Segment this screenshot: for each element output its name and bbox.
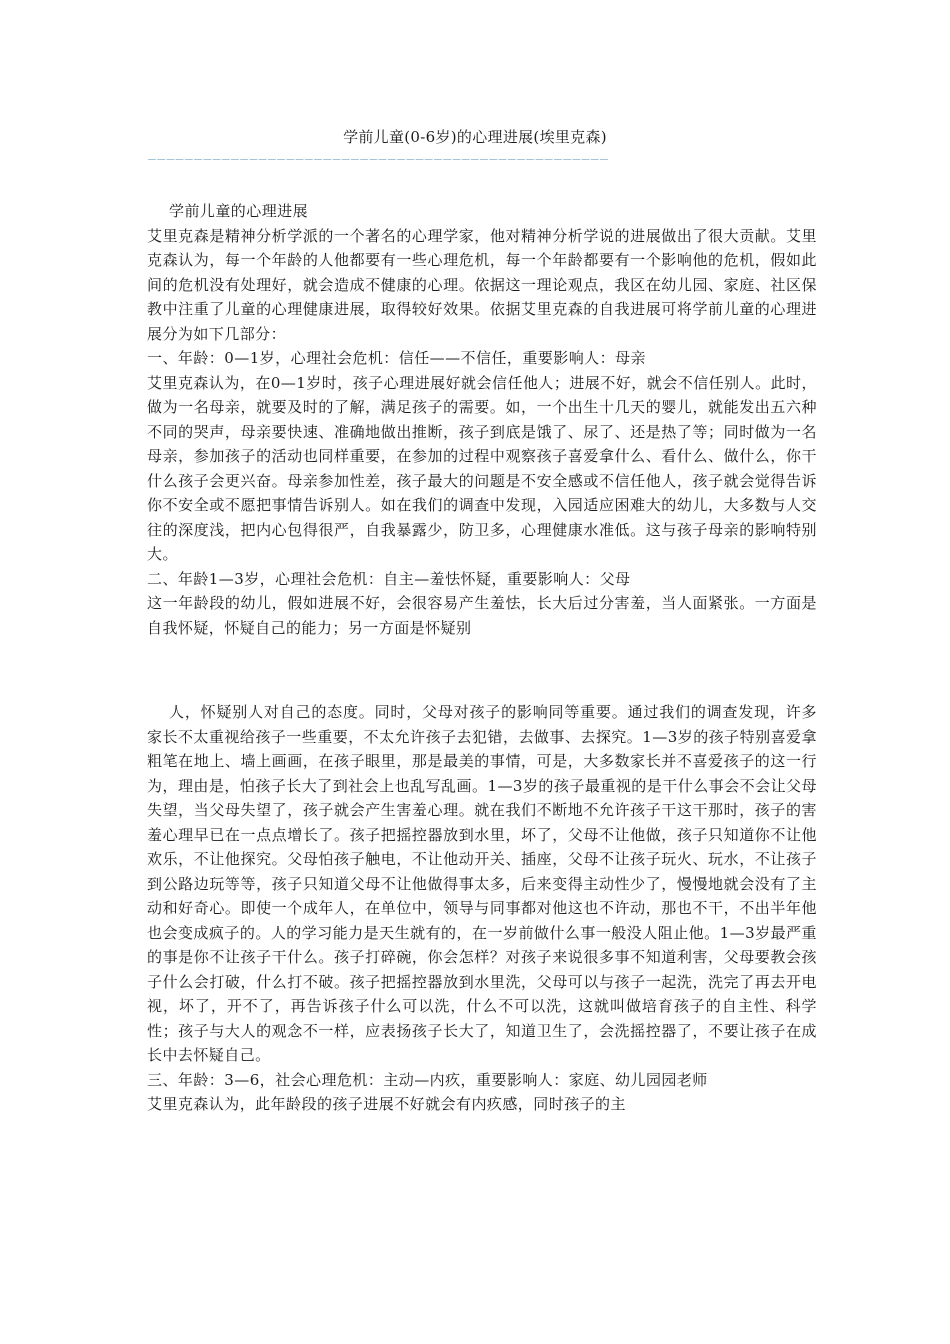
title-divider: ——————————————————————————————————————————————————	[148, 152, 610, 167]
continuation-paragraph: 人，怀疑别人对自己的态度。同时，父母对孩子的影响同等重要。通过我们的调查发现，许多家长不太重视给孩子一些重要，不太允许孩子去犯错，去做事、去探究。1—3岁的孩子特别喜爱拿粗笔在地上、墙上画画，在孩子眼里，那是最美的事情，可是，大多数家长并不喜爱孩子的这一行为，理由是，怕孩子长大了到社会上也乱写乱画。1—3岁的孩子最重视的是干什么事会不会让父母失望，当父母失望了，孩子就会产生害羞心理。就在我们不断地不允许孩子干这干那时，孩子的害羞心理早已在一点点增长了。孩子把摇控器放到水里，坏了，父母不让他做，孩子只知道你不让他欢乐，不让他探究。父母怕孩子触电，不让他动开关、插座，父母不让孩子玩火、玩水，不让孩子到公路边玩等等，孩子只知道父母不让他做得事太多，后来变得主动性少了，慢慢地就会没有了主动和好奇心。即使一个成年人，在单位中，领导与同事都对他这也不许动，那也不干，不出半年他也会变成疯子的。人的学习能力是天生就有的，在一岁前做什么事一般没人阻止他。1—3岁最严重的事是你不让孩子干什么。孩子打碎碗，你会怎样？对孩子来说很多事不知道利害，父母要教会孩子什么会打破，什么打不破。孩子把摇控器放到水里洗，父母可以与孩子一起洗，洗完了再去开电视，坏了，开不了，再告诉孩子什么可以洗，什么不可以洗，这就叫做培育孩子的自主性、科学性；孩子与大人的观念不一样，应表扬孩子长大了，知道卫生了，会洗摇控器了，不要让孩子在成长中去怀疑自己。	[147, 703, 817, 1064]
section-one-heading: 一、年龄：0—1岁，心理社会危机：信任——不信任，重要影响人：母亲	[147, 349, 646, 367]
page-two-body	[147, 700, 817, 1117]
section-two-heading: 二、年龄1—3岁，心理社会危机：自主—羞怯怀疑，重要影响人：父母	[147, 569, 631, 588]
intro-paragraph: 艾里克森是精神分析学派的一个著名的心理学家，他对精神分析学说的进展做出了很大贡献。艾里克森认为，每一个年龄的人他都要有一些心理危机，每一个年龄都要有一个影响他的危机，假如此间的危机没有处理好，就会造成不健康的心理。依据这一理论观点，我区在幼儿园、家庭、社区保教中注重了儿童的心理健康进展，取得较好效果。依据艾里克森的自我进展可将学前儿童的心理进展分为如下几部分：	[147, 226, 817, 343]
section-three-heading: 三、年龄：3—6，社会心理危机：主动—内疚，重要影响人：家庭、幼儿园园老师	[147, 1070, 708, 1089]
section-subtitle: 学前儿童的心理进展	[169, 202, 309, 220]
section-one-paragraph: 艾里克森认为，在0—1岁时，孩子心理进展好就会信任他人；进展不好，就会不信任别人。此时，做为一名母亲，就要及时的了解，满足孩子的需要。如，一个出生十几天的婴儿，就能发出五六种不同的哭声，母亲要快速、准确地做出推断，孩子到底是饿了、尿了、还是热了等；同时做为一名母亲，参加孩子的活动也同样重要，在参加的过程中观察孩子喜爱拿什么、看什么、做什么，你干什么孩子会更兴奋。母亲参加性差，孩子最大的问题是不安全感或不信任他人，孩子就会觉得告诉你不安全或不愿把事情告诉别人。如在我们的调查中发现，入园适应困难大的幼儿，大多数与人交往的深度浅，把内心包得很严，自我暴露少，防卫多，心理健康水准低。这与孩子母亲的影响特别大。	[147, 373, 817, 563]
section-two-paragraph: 这一年龄段的幼儿，假如进展不好，会很容易产生羞怯，长大后过分害羞，当人面紧张。一方面是自我怀疑，怀疑自己的能力；另一方面是怀疑别	[147, 594, 817, 637]
document-title: 学前儿童(0-6岁)的心理进展(埃里克森)	[343, 128, 607, 146]
section-three-paragraph: 艾里克森认为，此年龄段的孩子进展不好就会有内疚感，同时孩子的主	[147, 1095, 626, 1113]
page-one-body	[147, 199, 817, 640]
